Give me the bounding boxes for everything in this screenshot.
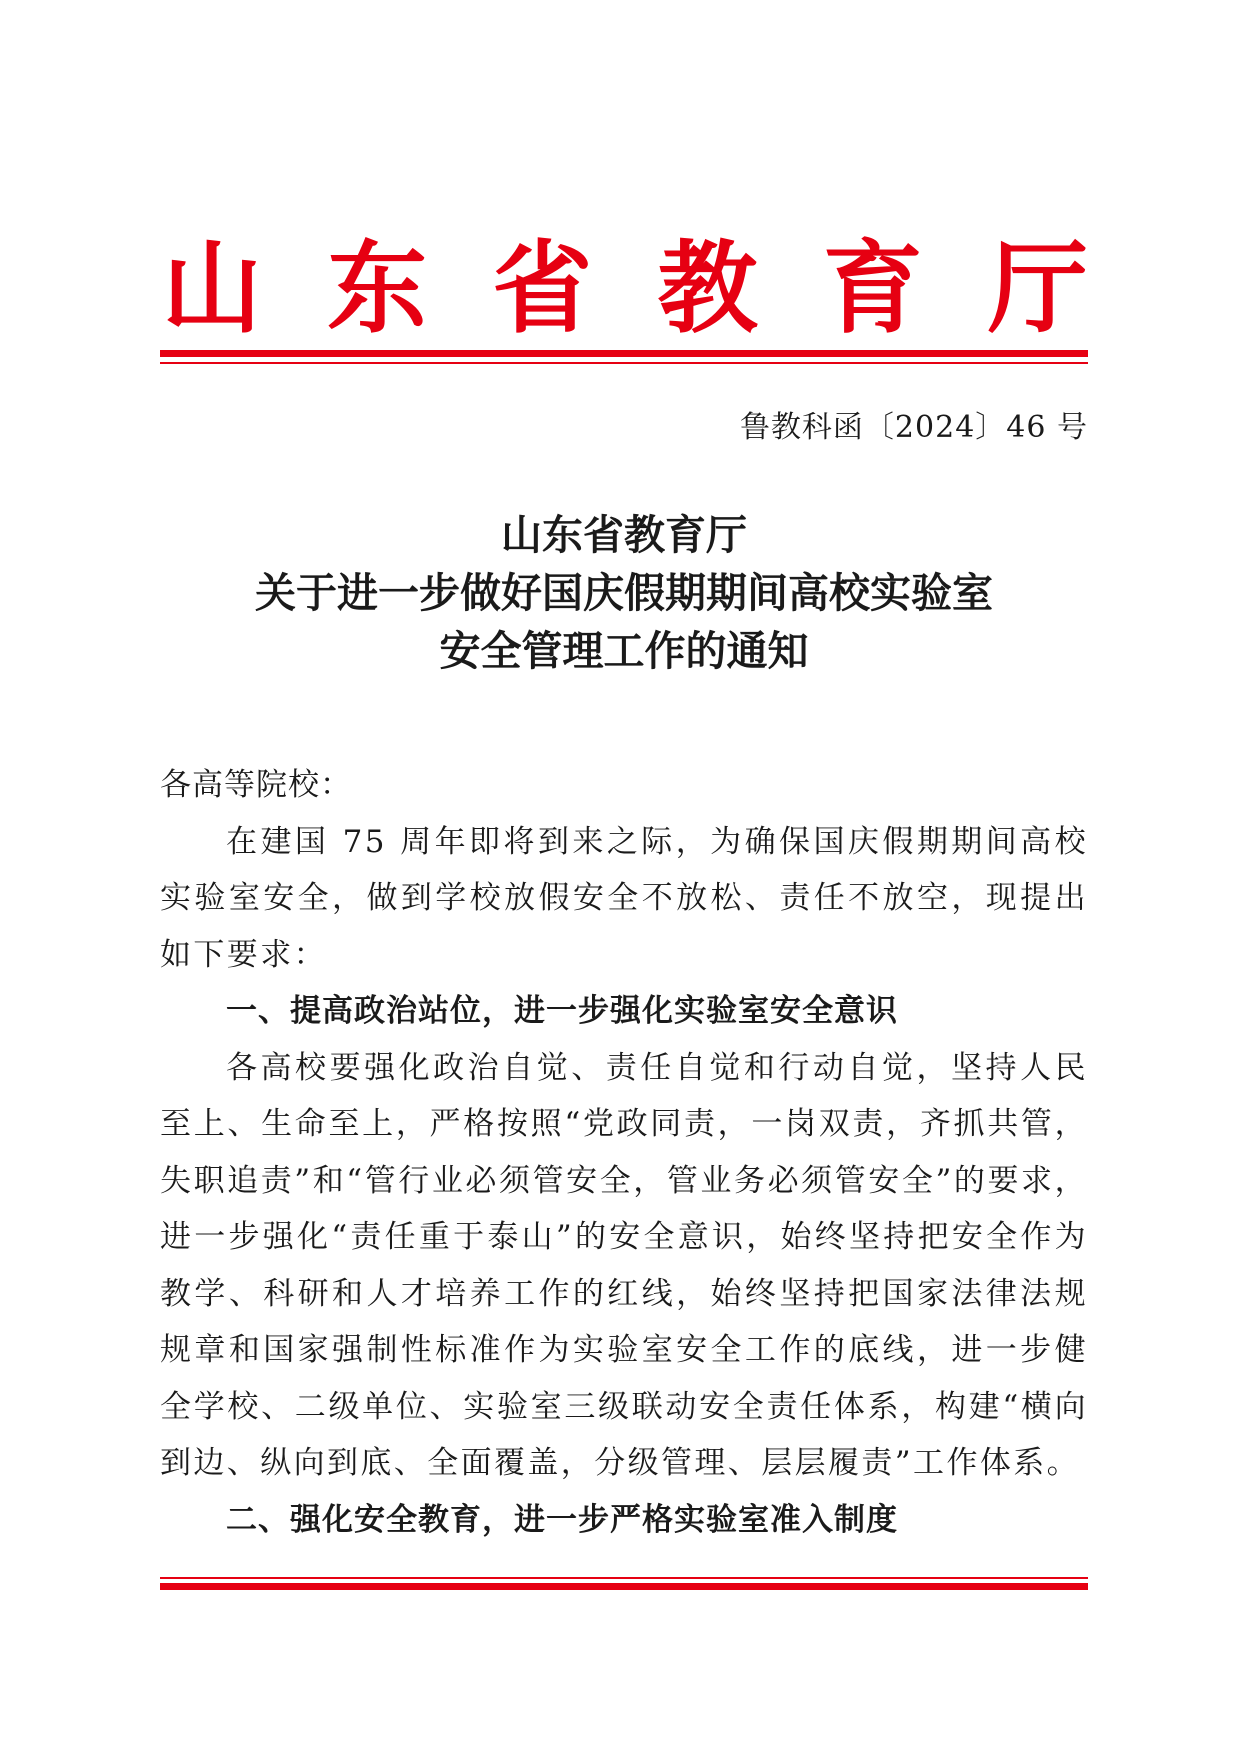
section-heading-1: 一、提高政治站位，进一步强化实验室安全意识 (226, 993, 898, 1029)
masthead (162, 229, 1088, 347)
masthead-char: 厅 (987, 229, 1088, 347)
masthead-char: 育 (822, 229, 923, 347)
document-title (160, 506, 1088, 680)
masthead-char: 教 (657, 229, 758, 347)
footer-rule-thin (160, 1577, 1088, 1579)
intro-paragraph: 在建国 75 周年即将到来之际，为确保国庆假期期间高校实验室安全，做到学校放假安全不放松、责任不放空，现提出如下要求： (160, 823, 1088, 973)
masthead-char: 山 (162, 229, 262, 347)
masthead-rule-thick (160, 350, 1088, 357)
document-body (160, 757, 1088, 1548)
section-heading-2: 二、强化安全教育，进一步严格实验室准入制度 (226, 1501, 898, 1538)
masthead-rule-thin (160, 362, 1088, 364)
document-number: 鲁教科函〔2024〕46 号 (739, 410, 1088, 445)
masthead-char: 东 (327, 229, 428, 347)
footer-rule-thick (160, 1583, 1088, 1590)
title-line: 山东省教育厅 (501, 511, 747, 559)
title-line: 关于进一步做好国庆假期期间高校实验室 (255, 569, 993, 617)
section-paragraph-1: 各高校要强化政治自觉、责任自觉和行动自觉，坚持人民至上、生命至上，严格按照“党政同责，一岗双责，齐抓共管，失职追责”和“管行业必须管安全，管业务必须管安全”的要求，进一步强化“责任重于泰山”的安全意识，始终坚持把安全作为教学、科研和人才培养工作的红线，始终坚持把国家法律法规规章和国家强制性标准作为实验室安全工作的底线，进一步健全学校、二级单位、实验室三级联动安全责任体系，构建“横向到边、纵向到底、全面覆盖，分级管理、层层履责”工作体系。 (160, 1049, 1088, 1481)
salutation: 各高等院校： (160, 767, 352, 803)
title-line: 安全管理工作的通知 (439, 627, 809, 675)
masthead-char: 省 (492, 229, 593, 347)
